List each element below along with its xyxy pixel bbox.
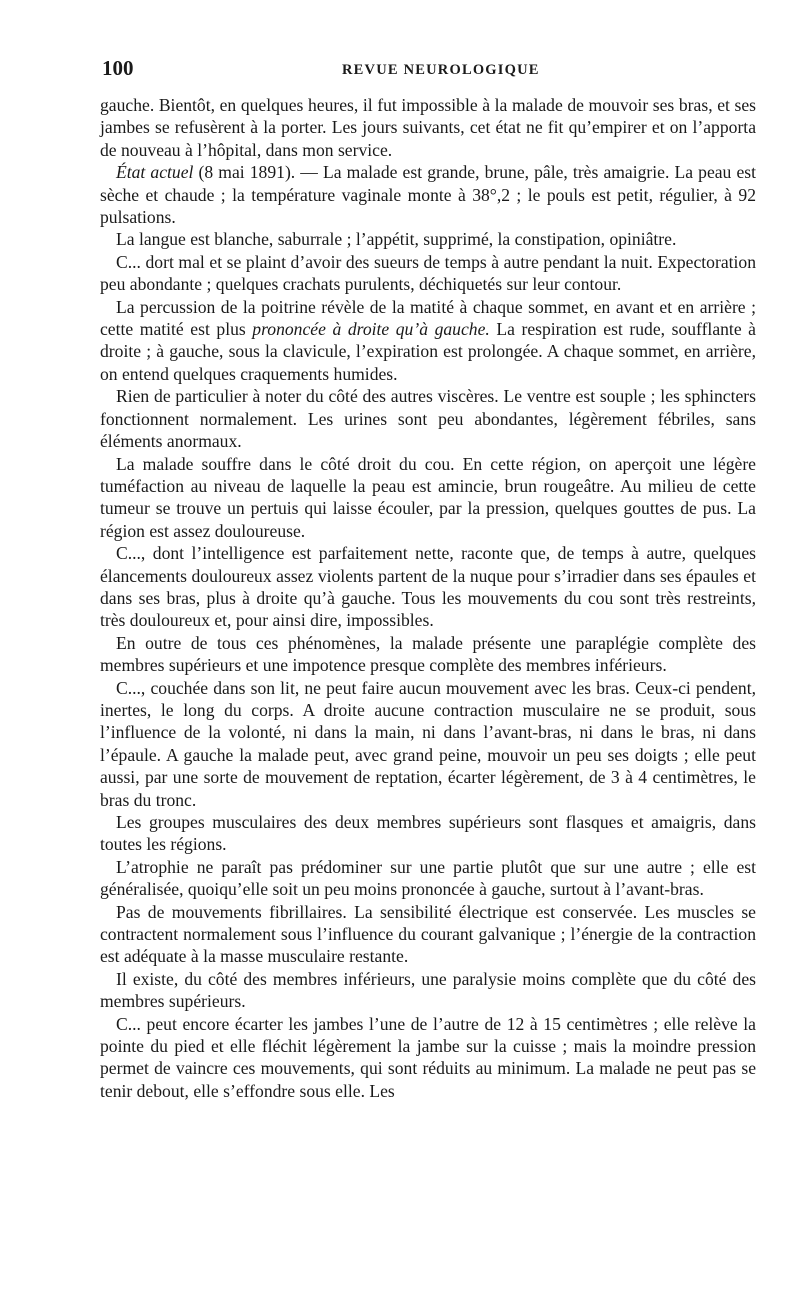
paragraph: État actuel (8 mai 1891). — La malade est grande, brune, pâle, très amaigrie. La peau est sèche et chaude ; la température vaginale monte à 38°,2 ; le pouls est petit, régulier, à 92 pulsations. <box>100 162 756 228</box>
paragraph: gauche. Bientôt, en quelques heures, il fut impossible à la malade de mouvoir ses bras, et ses jambes se refusèrent à la porter. Les jours suivants, cet état ne fit qu’empirer et on l’apporta de nouveau à l’hôpital, dans mon service. <box>100 95 756 160</box>
paragraph: C... dort mal et se plaint d’avoir des sueurs de temps à autre pendant la nuit. Expectoration peu abondante ; quelques crachats purulents, déchiquetés sur leur contour. <box>100 251 756 295</box>
paragraph: C... peut encore écarter les jambes l’une de l’autre de 12 à 15 centimètres ; elle relève la pointe du pied et elle fléchit légèrement la jambe sur la cuisse ; mais la moindre pression permet de vaincre ces mouvements, qui sont réduits au minimum. La malade ne peut pas se tenir debout, elle s’effondre sous elle. Les <box>100 1013 756 1101</box>
emphasis: prononcée à droite qu’à gauche. <box>252 319 490 340</box>
page-header <box>102 56 766 84</box>
paragraph: La malade souffre dans le côté droit du cou. En cette région, on aperçoit une légère tuméfaction au niveau de laquelle la peau est amincie, brun rougeâtre. Au milieu de cette tumeur se trouve un pertuis qui laisse écouler, par la pression, quelques gouttes de pus. La région est assez douloureuse. <box>100 453 756 541</box>
paragraph: C..., couchée dans son lit, ne peut faire aucun mouvement avec les bras. Ceux-ci pendent, inertes, le long du corps. A droite aucune contraction musculaire ne se produit, sous l’influence de la volonté, ni dans la main, ni dans l’avant-bras, ni dans le bras, ni dans l’épaule. A gauche la malade peut, avec grand peine, mouvoir un peu ses doigts ; elle peut aussi, par une sorte de mouvement de reptation, écarter légèrement, de 3 à 4 centimètres, le bras du tronc. <box>100 677 756 810</box>
paragraph: Les groupes musculaires des deux membres supérieurs sont flasques et amaigris, dans toutes les régions. <box>100 812 756 855</box>
running-title: REVUE NEUROLOGIQUE <box>342 62 540 78</box>
paragraph: L’atrophie ne paraît pas prédominer sur une partie plutôt que sur une autre ; elle est généralisée, quoiqu’elle soit un peu moins prononcée à gauche, surtout à l’avant-bras. <box>100 856 756 900</box>
paragraph: Pas de mouvements fibrillaires. La sensibilité électrique est conservée. Les muscles se contractent normalement sous l’influence du courant galvanique ; l’énergie de la contraction est adéquate à la masse musculaire restante. <box>100 901 756 967</box>
paragraph: C..., dont l’intelligence est parfaitement nette, raconte que, de temps à autre, quelques élancements douloureux assez violents partent de la nuque pour s’irradier dans ses épaules et dans ses bras, plus à droite qu’à gauche. Tous les mouvements du cou sont très restreints, très douloureux et, pour ainsi dire, impossibles. <box>100 543 756 631</box>
paragraph: La percussion de la poitrine révèle de la matité à chaque sommet, en avant et en arrière ; cette matité est plus prononcée à droite qu’à gauche. La respiration est rude, soufflante à droite ; à gauche, sous la clavicule, l’expiration est prolongée. A chaque sommet, en arrière, on entend quelques craquements humides. <box>100 296 756 384</box>
body-text <box>100 94 756 1102</box>
paragraph: Il existe, du côté des membres inférieurs, une paralysie moins complète que du côté des membres supérieurs. <box>100 968 756 1012</box>
section-lead: État actuel <box>116 162 194 183</box>
paragraph: La langue est blanche, saburrale ; l’appétit, supprimé, la constipation, opiniâtre. <box>116 229 677 250</box>
paragraph: En outre de tous ces phénomènes, la malade présente une paraplégie complète des membres supérieurs et une impotence presque complète des membres inférieurs. <box>100 632 756 676</box>
page-number: 100 <box>102 56 134 80</box>
paragraph: Rien de particulier à noter du côté des autres viscères. Le ventre est souple ; les sphincters fonctionnent normalement. Les urines sont peu abondantes, légèrement fébriles, sans éléments anormaux. <box>100 386 756 452</box>
